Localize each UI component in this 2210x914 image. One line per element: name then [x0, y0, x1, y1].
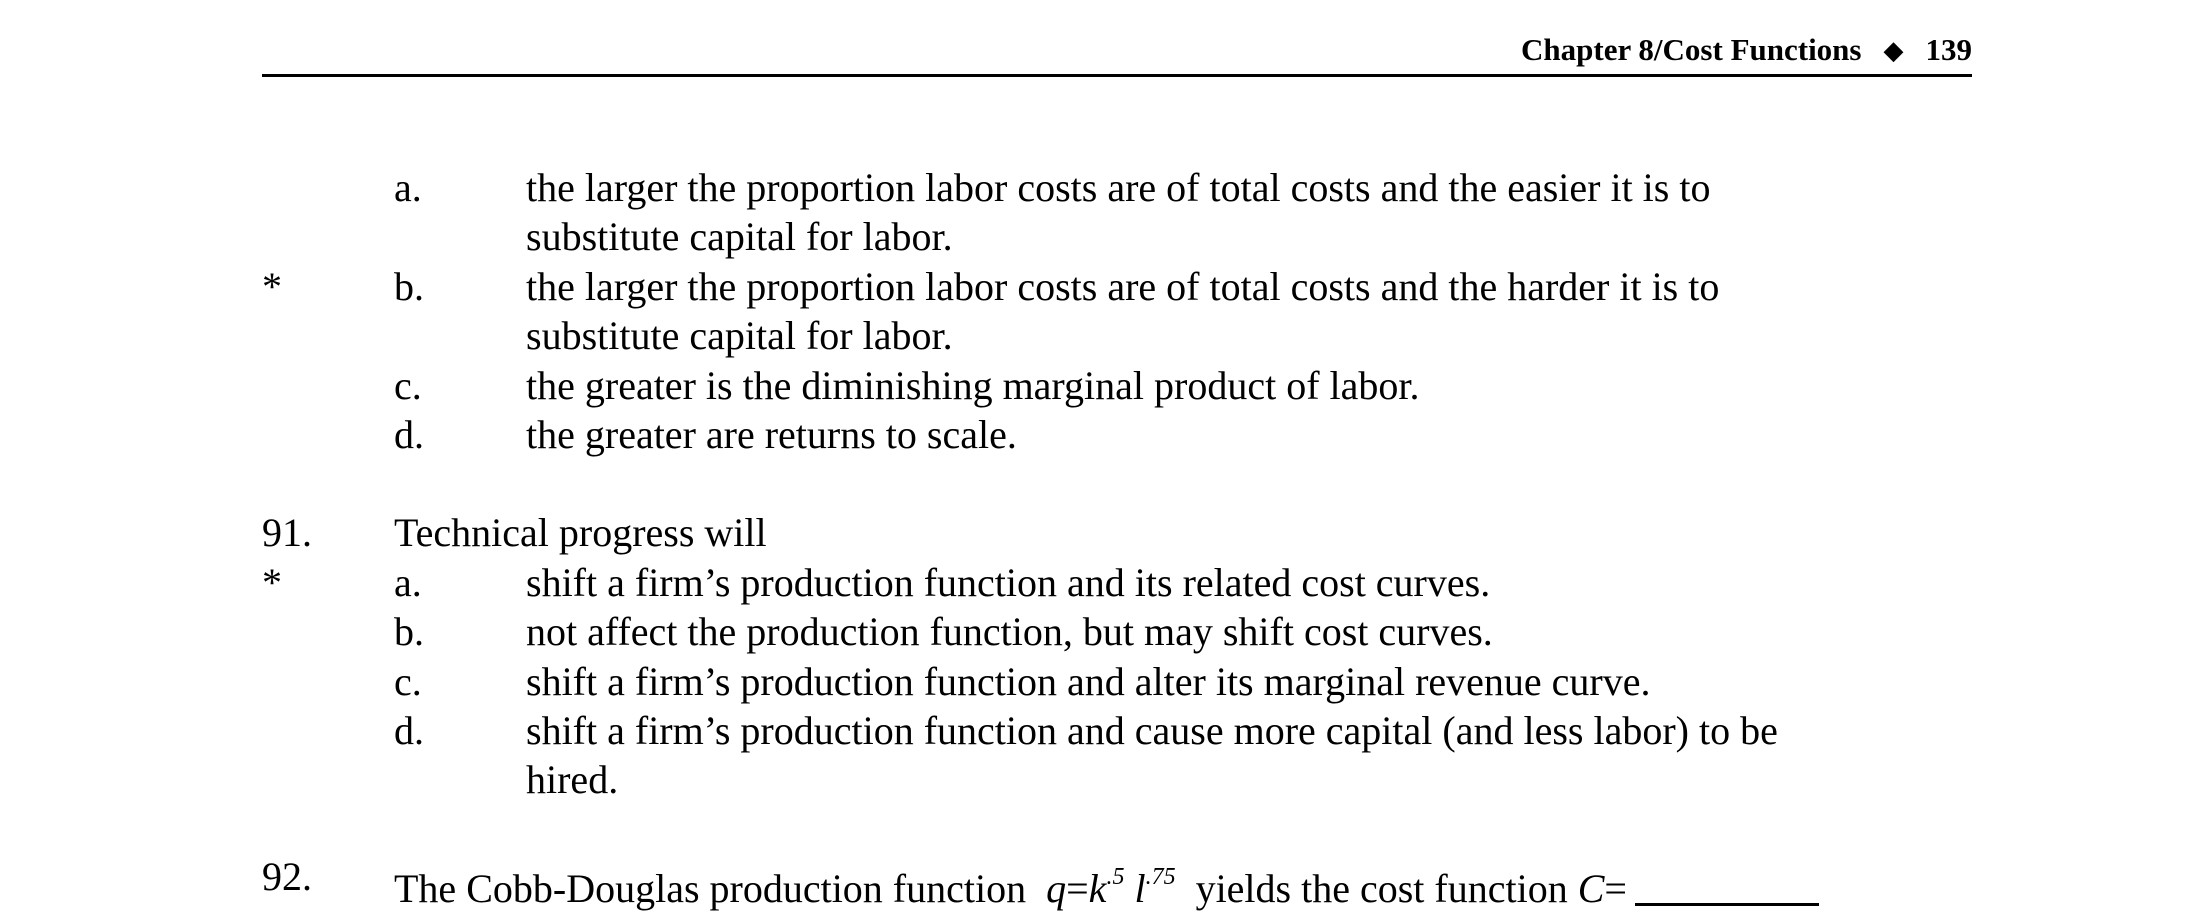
formula-l: l — [1134, 866, 1146, 911]
q90-option-b-line-2 — [0, 311, 2210, 361]
page-number: 139 — [1925, 32, 1972, 67]
option-text: the greater is the diminishing marginal product of labor. — [526, 363, 1420, 408]
q90-option-b-line-1 — [0, 262, 2210, 312]
q91-option-c — [0, 657, 2210, 707]
question-stem — [394, 852, 1819, 914]
option-text: shift a firm’s production function and cause more capital (and less labor) to be — [526, 708, 1778, 753]
q91-option-b — [0, 607, 2210, 657]
option-text: the larger the proportion labor costs are of total costs and the easier it is to — [526, 165, 1711, 210]
option-text: shift a firm’s production function and its related cost curves. — [526, 560, 1491, 605]
option-letter: c. — [394, 363, 422, 408]
formula-l-exponent: .75 — [1145, 864, 1176, 890]
q91-stem — [0, 508, 2210, 558]
correct-answer-marker: * — [262, 560, 282, 605]
formula-k: k — [1088, 866, 1107, 911]
stem-text-after: yields the cost function — [1195, 866, 1568, 911]
stem-text-before: The Cobb-Douglas production function — [394, 866, 1027, 911]
chapter-title: Chapter 8/Cost Functions — [1521, 32, 1862, 67]
question-number: 91. — [262, 510, 312, 555]
q90-option-a-line-1 — [0, 163, 2210, 213]
diamond-separator-icon: ◆ — [1883, 36, 1904, 65]
option-letter: c. — [394, 659, 422, 704]
q91-option-d-line-2 — [0, 755, 2210, 805]
q90-option-d — [0, 410, 2210, 460]
formula-q: q — [1046, 866, 1067, 911]
running-header — [262, 24, 1972, 77]
cost-equals: = — [1604, 866, 1627, 911]
option-letter: a. — [394, 165, 422, 210]
formula-equals: = — [1066, 866, 1089, 911]
header-text — [1521, 32, 1972, 69]
question-stem: Technical progress will — [394, 510, 767, 555]
q91-option-a — [0, 558, 2210, 608]
option-text: the larger the proportion labor costs are of total costs and the harder it is to — [526, 264, 1720, 309]
q91-option-d-line-1 — [0, 706, 2210, 756]
option-text: shift a firm’s production function and alter its marginal revenue curve. — [526, 659, 1651, 704]
option-letter: d. — [394, 708, 424, 753]
option-text: substitute capital for labor. — [526, 313, 953, 358]
correct-answer-marker: * — [262, 264, 282, 309]
option-letter: b. — [394, 609, 424, 654]
option-letter: b. — [394, 264, 424, 309]
q90-option-c — [0, 361, 2210, 411]
option-letter: a. — [394, 560, 422, 605]
formula-k-exponent: .5 — [1106, 864, 1125, 890]
option-text: hired. — [526, 757, 619, 802]
option-text: not affect the production function, but may shift cost curves. — [526, 609, 1493, 654]
q90-option-a-line-2 — [0, 212, 2210, 262]
option-text: the greater are returns to scale. — [526, 412, 1017, 457]
question-number: 92. — [262, 854, 312, 899]
cost-symbol: C — [1577, 866, 1605, 911]
option-text: substitute capital for labor. — [526, 214, 953, 259]
q92-stem — [0, 852, 2210, 911]
option-letter: d. — [394, 412, 424, 457]
